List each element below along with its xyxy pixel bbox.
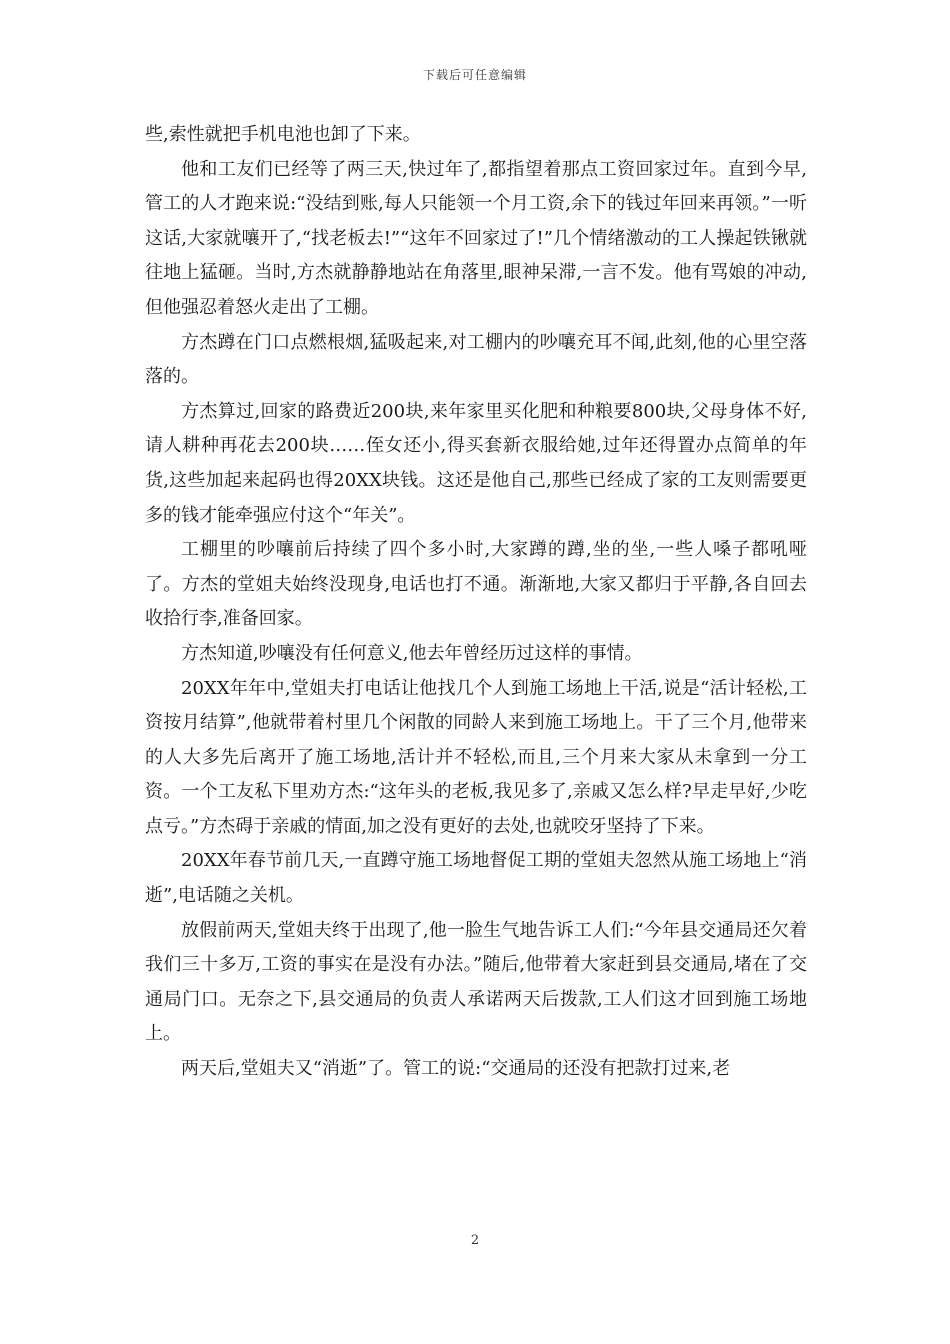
page-number: 2 (470, 1233, 480, 1248)
paragraph-2: 他和工友们已经等了两三天,快过年了,都指望着那点工资回家过年。直到今早,管工的人才跑来说:“没结到账,每人只能领一个月工资,余下的钱过年回来再领。”一听这话,大家就嚷开了,“找老板去!”“这年不回家过了!”几个情绪激动的工人操起铁锹就往地上猛砸。当时,方杰就静静地站在角落里,眼神呆滞,一言不发。他有骂娘的冲动,但他强忍着怒火走出了工棚。 (145, 158, 807, 318)
paragraph-6: 方杰知道,吵嚷没有任何意义,他去年曾经历过这样的事情。 (181, 642, 643, 664)
paragraph-4: 方杰算过,回家的路费近200块,来年家里买化肥和种粮要800块,父母身体不好,请人耕种再花去200块……侄女还小,得买套新衣服给她,过年还得置办点简单的年货,这些加起来起码也得20XX块钱。这还是他自己,那些已经成了家的工友则需要更多的钱才能牵强应付这个“年关”。 (145, 400, 807, 526)
page-header: 下载后可任意编辑 (422, 68, 527, 82)
body-text (145, 118, 807, 1087)
paragraph-8: 20XX年春节前几天,一直蹲守施工场地督促工期的堂姐夫忽然从施工场地上“消逝”,电话随之关机。 (145, 850, 807, 907)
paragraph-3: 方杰蹲在门口点燃根烟,猛吸起来,对工棚内的吵嚷充耳不闻,此刻,他的心里空落落的。 (145, 331, 807, 388)
paragraph-9: 放假前两天,堂姐夫终于出现了,他一脸生气地告诉工人们:“今年县交通局还欠着我们三十多万,工资的事实在是没有办法。”随后,他带着大家赶到县交通局,堵在了交通局门口。无奈之下,县交通局的负责人承诺两天后拨款,工人们这才回到施工场地上。 (145, 919, 807, 1045)
paragraph-10: 两天后,堂姐夫又“消逝”了。管工的说:“交通局的还没有把款打过来,老 (181, 1058, 731, 1080)
paragraph-1: 些,索性就把手机电池也卸了下来。 (145, 124, 421, 145)
paragraph-5: 工棚里的吵嚷前后持续了四个多小时,大家蹲的蹲,坐的坐,一些人嗓子都吼哑了。方杰的堂姐夫始终没现身,电话也打不通。渐渐地,大家又都归于平静,各自回去收拾行李,准备回家。 (145, 539, 807, 630)
paragraph-7: 20XX年年中,堂姐夫打电话让他找几个人到施工场地上干活,说是“活计轻松,工资按月结算”,他就带着村里几个闲散的同龄人来到施工场地上。干了三个月,他带来的人大多先后离开了施工场地,活计并不轻松,而且,三个月来大家从未拿到一分工资。一个工友私下里劝方杰:“这年头的老板,我见多了,亲戚又怎么样?早走早好,少吃点亏。”方杰碍于亲戚的情面,加之没有更好的去处,也就咬牙坚持了下来。 (145, 677, 807, 837)
